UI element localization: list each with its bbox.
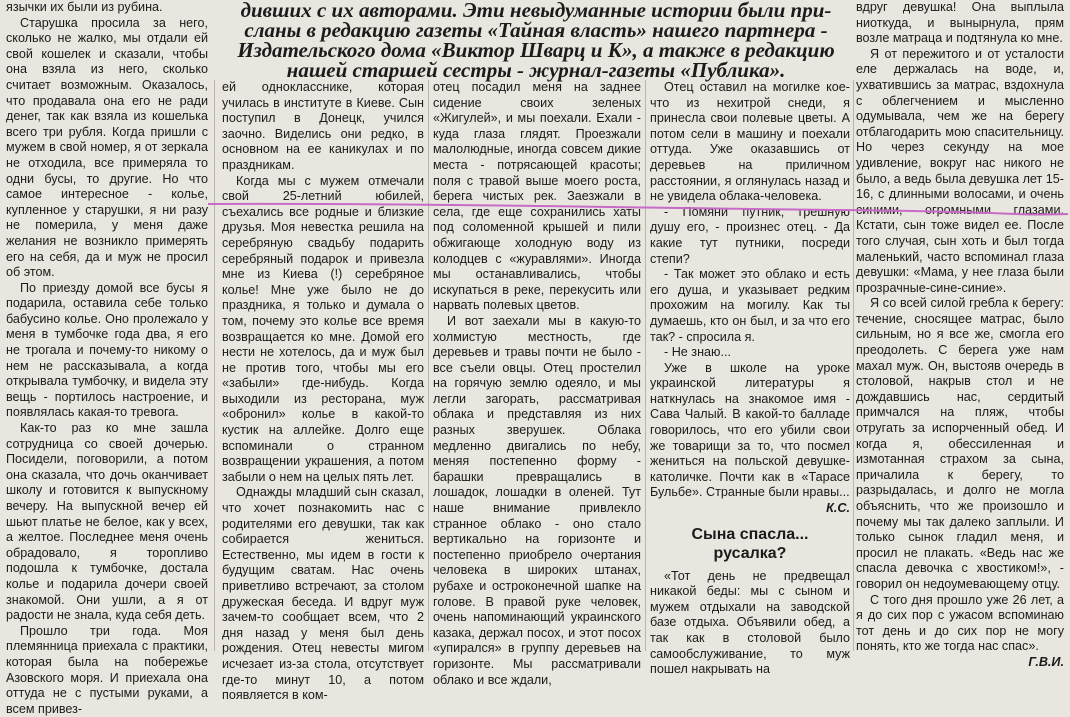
paragraph: - Не знаю... (664, 345, 731, 360)
story-subheading (650, 525, 850, 563)
paragraph: - Помяни путник, грешную душу его, - произнес отец. - Да какие тут путники, посреди степи? (650, 204, 850, 266)
heading-line: нашей старшей сестры - журнал-газеты «Публика». (286, 58, 786, 82)
text-column-1 (6, 0, 208, 716)
paragraph: отец посадил меня на заднее сидение своих зеленых «Жигулей», и мы поехали. Ехали - куда глаза глядят. Проезжали малолюдные, иногда совсем дикие места - потрясающей красоты; поля с травой выше моего роста, берега чистых рек. Заезжали в села, где еще сохранились хаты под соломенной крышей и пили обжигающе холодную воду из колодцев с «журавлями». Иногда мы останавливались, чтобы искупаться в реке, перекусить или нарвать полевых цветов. (433, 80, 641, 313)
column-divider (428, 80, 429, 651)
paragraph: Старушка просила за него, сколько не жалко, мы отдали ей свой кошелек и сказали, чтобы она взяла из него, сколько считает возможным. Оказалось, что продавала она его не ради денег, так как взяла из кошелька всего три рубля. Когда пришли с мужем в свой номер, я от зеркала не отходила, все примеряла то одни бусы, то другие. Но что самое интересное - колье, купленное у старушки, я ни разу не померила, у меня даже желания не возникло примерять его на себя, да и муж не просил об этом. (6, 15, 208, 280)
column-divider (645, 80, 646, 651)
column-divider (853, 80, 854, 651)
text-column-3 (433, 80, 641, 687)
paragraph: Отец оставил на могилке кое-что из нехитрой снеди, я принесла свои полевые цветы. А потом сели в машину и поехали оттуда. Уже оказавшись от деревьев на приличном расстоянии, я оглянулась назад и не увидела облака-человека. (650, 80, 850, 204)
paragraph: Как-то раз ко мне зашла сотрудница со своей дочерью. Посидели, поговорили, а потом она сказала, что дочь оканчивает школу и готовится к выпускному вечеру. На выпускной вечер ей шьют платье не белое, как у всех, а желтое. Последнее меня очень обрадовало, я торопливо подошла к тумбочке, достала колье и подарила дочери своей знакомой. Они ушли, а я от радости не знала, куда себя деть. (6, 421, 208, 623)
paragraph: По приезду домой все бусы я подарила, оставила себе только бабусино колье. Оно пролежало у меня в тумбочке года два, я его не трогала и почему-то никому о нем не рассказывала, а когда открывала тумбочку, и видела эту вещь - портилось настроение, и появлялась какая-то тревога. (6, 280, 208, 420)
subheading-line: русалка? (713, 544, 787, 562)
text-column-2 (222, 80, 424, 703)
heading-line: сланы в редакцию газеты «Тайная власть» нашего партнера - (244, 18, 828, 42)
column-divider (214, 80, 215, 651)
paragraph: И вот заехали мы в какую-то холмистую местность, где деревьев и травы почти не было - все съели овцы. Отец простелил на горячую землю одеяло, и мы легли загорать, рассматривая облака и представляя из них разных зверушек. Облака медленно двигались по небу, меняя постепенно форму - барашки превращались в лошадок, лошадки в оленей. Тут наше внимание привлекло странное облако - оно стало вертикально на горизонте и постепенно приобрело очертания человека в широких штанах, рубахе и остроконечной шапке на голове. В правой руке человек, очень напоминающий украинского казака, держал посох, и этот посох «упирался» в группу деревьев на горизонте. Мы рассматривали облако и все ждали, (433, 313, 641, 687)
paragraph: С того дня прошло уже 26 лет, а я до сих пор с ужасом вспоминаю тот день и до сих пор не могу понять, кто же тогда нас спас». (856, 592, 1064, 654)
text-column-4 (650, 80, 850, 677)
paragraph: «Тот день не предвещал никакой беды: мы с сыном и мужем отдыхали на заводской базе отдыха. Объявили обед, а так как в столовой было самообслуживание, то муж пошел накрывать на (650, 568, 850, 677)
heading-line: Издательского дома «Виктор Шварц и К», а также в редакцию (237, 38, 835, 62)
paragraph: Прошло три года. Моя племянница приехала с практики, которая была на побережье Азовского моря. И приехала она оттуда не с пустыми руками, а всем привез- (6, 623, 208, 716)
text-column-5 (856, 0, 1064, 669)
article-intro-heading (218, 0, 854, 80)
author-signature: К.С. (826, 501, 850, 516)
paragraph: Я со всей силой гребла к берегу: течение, сносящее матрас, было сильным, но я все же, смогла его преодолеть. С берега уже нам махал муж. Он, выстояв очередь в столовой, накрыв стол и не дождавшись нас, сердитый примчался на пляж, чтобы отругать за испорченный обед. И когда я, обессиленная и измотанная страхом за сына, причалила к берегу, то разрыдалась, и долго не могла объяснить, что же произошло и почему мы так далеко заплыли. И только сынок гладил меня, и просил не плакать. «Ведь нас же спасла девочка с хвостиком!», - говорил он недоумевающему отцу. (856, 296, 1064, 591)
subheading-line: Сына спасла... (691, 525, 809, 543)
paragraph: ей одноклассникe, которая училась в институте в Киеве. Сын поступил в Донецк, учился заочно. Виделись они редко, в основном на ее каникулах и по праздникам. (222, 80, 424, 172)
paragraph: Когда мы с мужем отмечали свой 25-летний юбилей, съехались все родные и близкие друзья. Моя невестка решила на серебряную свадьбу подарить серебряный подарок и привезла мне из Киева (!) серебряное колье! Мне уже было не до праздника, я только и думала о том, почему это колье все время возвращается ко мне. Домой его нести не хотелось, да и муж был не против того, чтобы мы его «забыли» где-нибудь. Когда выходили из ресторана, муж «обронил» колье в какой-то кустик на аллейке. Долго еще вспоминали о странном возвращении украшения, а потом забыли о нем на целых пять лет. (222, 173, 424, 484)
paragraph: Уже в школе на уроке украинской литературы я наткнулась на знакомое имя - Сава Чалый. В какой-то балладе говорилось, что его убили свои же товарищи за то, что посмел жениться на польской девушке-католичке. Почти как в «Тарасе Бульбе». Странные были нравы... (650, 360, 850, 500)
paragraph: Я от пережитого и от усталости еле держалась на воде, и, ухватившись за матрас, вздохнула с облегчением и мысленно одумывала, чем же на берегу отблагодарить мою спасительницу. Но через секунду на мое удивление, вокруг нас никого не было, а ведь была девушка лет 15-16, с длинными волосами, и очень синими, огромными глазами. Кстати, сын тоже видел ее. После того случая, сын хоть и был тогда маленький, часто вспоминал глаза девушки: «Мама, у нее глаза были прозрачные-сине-синие». (856, 46, 1064, 295)
heading-line: дивших с их авторами. Эти невыдуманные истории были при- (240, 0, 832, 22)
author-signature: Г.В.И. (1028, 654, 1064, 669)
paragraph: - Так может это облако и есть его душа, и указывает редким прохожим на могилу. Как ты думаешь, кто он был, и за что его так? - спросила я. (650, 267, 850, 344)
paragraph: язычки их были из рубина. (6, 0, 163, 14)
paragraph: Однажды младший сын сказал, что хочет познакомить нас с родителями его девушки, так как собирается жениться. Естественно, мы идем в гости к будущим сватам. Нас очень приветливо встречают, за столом дружеская беседа. И вдруг муж зачем-то сообщает всем, что 2 дня назад у меня был день рождения. Отец невесты мигом исчезает из-за стола, отсутствует где-то минут 10, а потом появляется в ком- (222, 485, 424, 703)
paragraph: вдруг девушка! Она выплыла ниоткуда, и вынырнула, прям возле матраца и подтянула ко мне. (856, 0, 1064, 46)
